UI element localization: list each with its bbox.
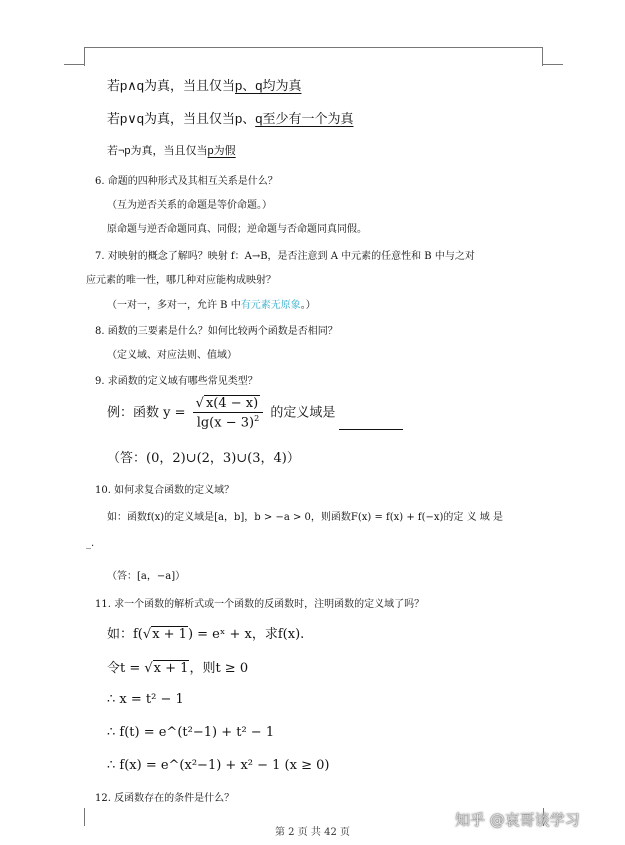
text: 若¬p为真，当且仅当 [107, 145, 208, 157]
answer-blank [339, 415, 403, 430]
answer-9: （答：(0，2)∪(2，3)∪(3，4)） [107, 451, 300, 466]
answer-6-line-1: （互为逆否关系的命题是等价命题。） [107, 200, 272, 211]
question-8: 8. 函数的三要素是什么？如何比较两个函数是否相同？ [95, 326, 338, 337]
crop-mark-right [543, 64, 563, 65]
text: ，则t ≥ 0 [189, 661, 249, 676]
text: 令t = [107, 661, 141, 676]
text: 如：f( [107, 627, 143, 642]
denominator: $\lg(x - 3)^2$ [196, 414, 260, 431]
example-10-blank: _. [86, 538, 95, 549]
step-11-2: ∴ x = t² − 1 [107, 692, 184, 707]
line-not-true [107, 142, 236, 158]
question-6: 6. 命题的四种形式及其相互关系是什么？ [95, 176, 278, 187]
step-11-4: ∴ f(x) = e^(x²−1) + x² − 1 (x ≥ 0) [107, 758, 330, 773]
radicand: x(4 − x) [205, 396, 259, 411]
page-frame-top [84, 47, 543, 66]
text: 例：函数 y = [107, 405, 186, 421]
question-10: 10. 如何求复合函数的定义域？ [95, 485, 235, 496]
question-7: 7. 对映射的概念了解吗？映射 f：A→B，是否注意到 A 中元素的任意性和 B 中与之对 [95, 251, 475, 262]
watermark: 知乎 @哀哥谈学习 [455, 811, 580, 829]
numerator: √ x(4 − x) [193, 396, 264, 413]
highlight-text: 有元素无原象 [240, 300, 301, 311]
radicand: x + 1 [153, 661, 189, 676]
example-9 [107, 396, 403, 430]
example-11: 如：f(√x + 1) = eˣ + x，求f(x). [107, 627, 305, 642]
example-10: 如：函数f(x)的定义域是[a，b]，b > −a > 0，则函数F(x) = f(x) + f(−x)的定 义 域 是 [107, 512, 503, 523]
page-footer: 第 2 页 共 42 页 [275, 827, 350, 838]
fraction [193, 396, 264, 430]
text: 若p∨q为真，当且仅当p、 [107, 111, 256, 126]
text: （一对一，多对一，允许 B 中 [107, 300, 241, 311]
radicand: x + 1 [152, 627, 187, 642]
question-11: 11. 求一个函数的解析式或一个函数的反函数时，注明函数的定义域了吗？ [95, 599, 425, 610]
text: 。） [300, 300, 316, 311]
step-11-3: ∴ f(t) = e^(t²−1) + t² − 1 [107, 725, 275, 740]
underlined-text: p为假 [207, 145, 236, 157]
answer-10: （答：[a，−a]） [107, 571, 186, 582]
underlined-text: p、q均为真 [234, 78, 302, 93]
question-7-cont: 应元素的唯一性，哪几种对应能构成映射？ [86, 275, 276, 286]
text: ) = eˣ + x，求f(x). [187, 627, 305, 642]
line-and-true [107, 75, 301, 94]
underlined-text: q至少有一个为真 [255, 111, 354, 126]
answer-8: （定义域、对应法则、值域） [107, 350, 237, 361]
question-12: 12. 反函数存在的条件是什么？ [95, 793, 235, 804]
answer-6-line-2: 原命题与逆否命题同真、同假；逆命题与否命题同真同假。 [107, 224, 367, 235]
question-9: 9. 求函数的定义域有哪些常见类型？ [95, 376, 258, 387]
text: 的定义域是 [270, 405, 336, 421]
text: 若p∧q为真，当且仅当 [107, 78, 235, 93]
crop-mark-left [64, 64, 84, 65]
text: lg(x − 3) [196, 415, 255, 431]
line-or-true [107, 108, 353, 127]
answer-7 [107, 296, 316, 311]
step-11-1: 令t = √x + 1，则t ≥ 0 [107, 661, 249, 676]
